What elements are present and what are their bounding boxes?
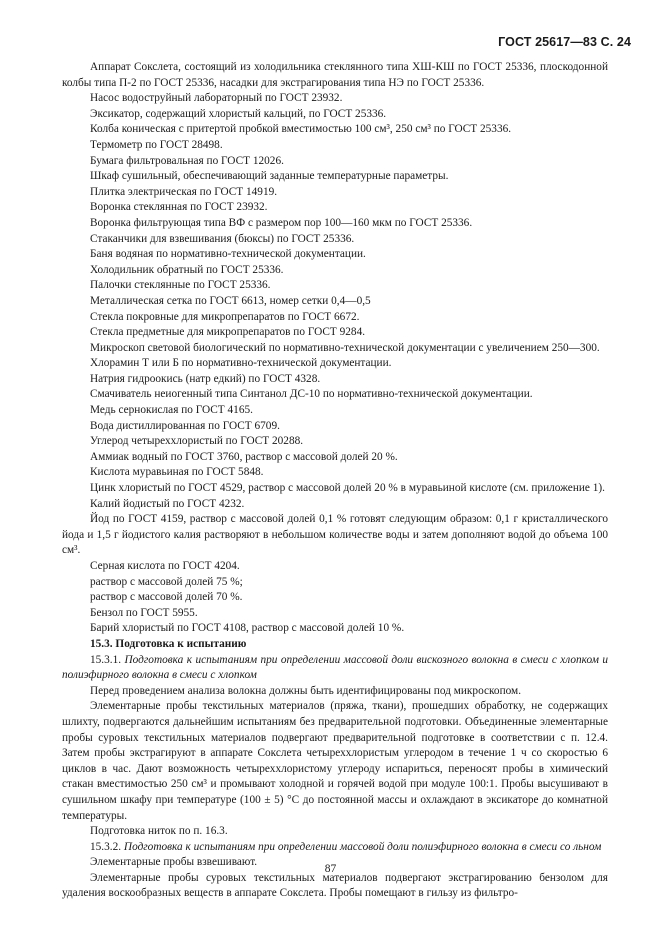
list-item: Кислота муравьиная по ГОСТ 5848. [90,466,264,479]
list-item: Термометр по ГОСТ 28498. [90,138,223,151]
list-item: Элементарные пробы взвешивают. [90,856,258,869]
list-item: Смачиватель неиогенный типа Синтанол ДС-10 по нормативно-технической документации. [90,388,533,401]
list-item: Подготовка ниток по п. 16.3. [90,825,228,838]
list-item: Вода дистиллированная по ГОСТ 6709. [90,419,280,432]
paragraph: Элементарные пробы суровых текстильных материалов подвергают экстрагированию бензолом для удаления воскообразных веществ в аппарате Сокслета. Пробы помещают в гильзу из фильтро- [62,871,608,900]
list-item: Воронка фильтрующая типа ВФ с размером пор 100—160 мкм по ГОСТ 25336. [90,216,473,229]
subsection-number: 15.3.2. [90,840,122,853]
list-item: Аммиак водный по ГОСТ 3760, раствор с массовой долей 20 %. [90,450,398,463]
list-item: Насос водоструйный лабораторный по ГОСТ 23932. [90,92,343,105]
list-item: Стекла предметные для микропрепаратов по ГОСТ 9284. [90,326,366,339]
list-item: раствор с массовой долей 75 %; [90,575,243,588]
list-item: Медь сернокислая по ГОСТ 4165. [90,404,253,417]
list-item: Хлорамин Т или Б по нормативно-технической документации. [90,357,392,370]
page-header: ГОСТ 25617—83 С. 24 [498,35,631,49]
list-item: Холодильник обратный по ГОСТ 25336. [90,263,284,276]
list-item: Металлическая сетка по ГОСТ 6613, номер сетки 0,4—0,5 [90,294,371,307]
paragraph: Цинк хлористый по ГОСТ 4529, раствор с массовой долей 20 % в муравьиной кислоте (см. приложение 1). [90,482,605,495]
list-item: раствор с массовой долей 70 %. [90,591,243,604]
list-item: Углерод четыреххлористый по ГОСТ 20288. [90,435,304,448]
list-item: Натрия гидроокись (натр едкий) по ГОСТ 4328. [90,372,321,385]
paragraph: Элементарные пробы текстильных материалов (пряжа, ткани), прошедших обработку, не содержащих шлихту, подвергаются дальнейшим испытаниям без предварительной подготовки. Объединенные элементарные пробы суровых текстильных материалов подвергают предварительной подготовке в соответствии с п. 12.4. Затем пробы экстрагируют в аппарате Сокслета четыреххлористым углеродом в течение 1 ч со скоростью 6 циклов в час. Дают возможность четыреххлористому углероду испариться, переносят пробы в химический стакан вместимостью 250 см³ и промывают холодной и горячей водой при модуле 100:1. Пробы высушивают в сушильном шкафу при температуре (100 ± 5) °С до постоянной массы и охлаждают в эксикаторе до комнатной температуры. [62,700,608,822]
list-item: Серная кислота по ГОСТ 4204. [90,560,240,572]
list-item: Плитка электрическая по ГОСТ 14919. [90,185,278,198]
list-item: Бензол по ГОСТ 5955. [90,606,198,619]
list-item: Эксикатор, содержащий хлористый кальций, по ГОСТ 25336. [90,107,387,120]
list-item: Шкаф сушильный, обеспечивающий заданные температурные параметры. [90,170,449,183]
list-item: Баня водяная по нормативно-технической документации. [90,248,366,261]
paragraph: Микроскоп световой биологический по нормативно-технической документации с увеличением 250—300. [90,341,600,354]
subsection-heading [62,653,608,684]
paragraph: Аппарат Сокслета, состоящий из холодильника стеклянного типа ХШ-КШ по ГОСТ 25336, плоскодонной колбы типа П-2 по ГОСТ 25336, насадки для экстрагирования типа НЭ по ГОСТ 25336. [62,61,608,89]
list-item: Колба коническая с притертой пробкой вместимостью 100 см³, 250 см³ по ГОСТ 25336. [90,123,512,136]
list-item: Бумага фильтровальная по ГОСТ 12026. [90,154,284,167]
paragraph: Йод по ГОСТ 4159, раствор с массовой долей 0,1 % готовят следующим образом: 0,1 г кристаллического йода и 1,5 г йодистого калия растворяют в небольшом количестве воды и затем дополняют водой до объема 100 см³. [62,513,608,557]
subsection-title: Подготовка к испытаниям при определении массовой доли вискозного волокна в смеси с хлопком и полиэфирного волокна в смеси с хлопком [62,653,609,682]
list-item: Палочки стеклянные по ГОСТ 25336. [90,279,271,292]
page-number: 87 [324,863,337,875]
list-item: Перед проведением анализа волокна должны быть идентифицированы под микроскопом. [90,684,522,697]
section-heading: 15.3. Подготовка к испытанию [90,637,247,650]
list-item: Стекла покровные для микропрепаратов по ГОСТ 6672. [90,310,360,323]
body-text [62,60,608,902]
subsection-number: 15.3.1. [90,653,122,666]
list-item: Калий йодистый по ГОСТ 4232. [90,497,245,510]
subsection-heading [62,840,608,856]
list-item: Барий хлористый по ГОСТ 4108, раствор с массовой долей 10 %. [90,622,405,635]
subsection-title: Подготовка к испытаниям при определении массовой доли полиэфирного волокна в смеси со льном [123,840,602,853]
list-item: Стаканчики для взвешивания (бюксы) по ГОСТ 25336. [90,232,355,245]
list-item: Воронка стеклянная по ГОСТ 23932. [90,201,268,214]
